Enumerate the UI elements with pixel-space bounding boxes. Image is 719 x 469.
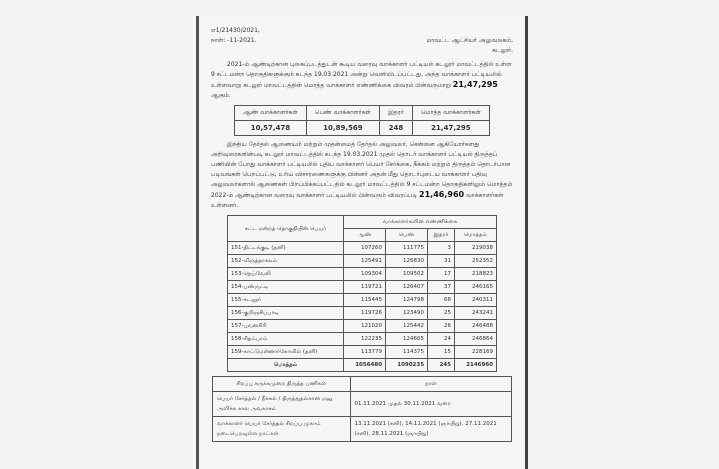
constituency-name: 153-நெய்வேலி xyxy=(228,268,344,281)
total-row xyxy=(228,359,497,372)
document-header xyxy=(211,26,513,56)
cell-value: 246864 xyxy=(454,333,496,346)
constituency-name: 151-திட்டக்குடி (தனி) xyxy=(228,242,344,255)
table-row xyxy=(228,307,497,320)
cell-value: 219038 xyxy=(454,242,496,255)
office-place: கடலூர். xyxy=(492,47,513,54)
cell-value: 246488 xyxy=(454,320,496,333)
cell-value: 245 xyxy=(428,359,455,372)
constituency-name: 158-சிதம்பரம் xyxy=(228,333,344,346)
cell-value: 121020 xyxy=(344,320,386,333)
constituency-name: 156-குறிஞ்சிப்பாடி xyxy=(228,307,344,320)
cell-value: 107260 xyxy=(344,242,386,255)
cell-value: 123490 xyxy=(386,307,428,320)
paragraph-2 xyxy=(211,140,513,211)
column-header: மொத்தம் xyxy=(454,229,496,242)
column-header: ஆண் xyxy=(344,229,386,242)
cell-value: 119721 xyxy=(344,281,386,294)
constituency-name: 154-பண்ருட்டி xyxy=(228,281,344,294)
cell-value: 124798 xyxy=(386,294,428,307)
cell-value: 119726 xyxy=(344,307,386,320)
summary-value: 248 xyxy=(379,121,412,136)
cell-value: 125491 xyxy=(344,255,386,268)
cell-value: 68 xyxy=(428,294,455,307)
total-voters-2021: 21,47,295 xyxy=(452,80,498,89)
schedule-date: 01.11.2021 முதல் 30.11.2021 வரை xyxy=(350,392,512,417)
constituency-name: 152-விருத்தாசலம் xyxy=(228,255,344,268)
reference-number: எ1/21430/2021, xyxy=(211,27,260,34)
table-row xyxy=(228,294,497,307)
constituency-name: மொத்தம் xyxy=(228,359,344,372)
cell-value: 126830 xyxy=(386,255,428,268)
table-row xyxy=(228,242,497,255)
cell-value: 115445 xyxy=(344,294,386,307)
cell-value: 1056480 xyxy=(344,359,386,372)
paragraph-1-end: ஆகும். xyxy=(211,92,231,99)
paragraph-2-end: வாக்காளர்கள் உள்ளனர். xyxy=(211,192,504,209)
schedule-table xyxy=(212,376,512,442)
summary-header: மொத்த வாக்காளர்கள் xyxy=(412,106,489,121)
column-header: சட்ட மன்றத் தொகுதியின் பெயர் xyxy=(228,216,344,242)
cell-value: 15 xyxy=(428,346,455,359)
cell-value: 246165 xyxy=(454,281,496,294)
constituency-name: 155-கடலூர் xyxy=(228,294,344,307)
cell-value: 111775 xyxy=(386,242,428,255)
summary-value: 10,57,478 xyxy=(235,121,307,136)
cell-value: 125442 xyxy=(386,320,428,333)
summary-table xyxy=(234,105,490,136)
cell-value: 126407 xyxy=(386,281,428,294)
constituency-name: 159-காட்டுமன்னார்கோவில் (தனி) xyxy=(228,346,344,359)
cell-value: 26 xyxy=(428,320,455,333)
table-row xyxy=(228,255,497,268)
table-row xyxy=(228,320,497,333)
cell-value: 243241 xyxy=(454,307,496,320)
cell-value: 2146960 xyxy=(454,359,496,372)
constituency-table xyxy=(227,215,497,372)
summary-value: 21,47,295 xyxy=(412,121,489,136)
cell-value: 1090235 xyxy=(386,359,428,372)
column-header: பெண் xyxy=(386,229,428,242)
summary-header: பெண் வாக்காளர்கள் xyxy=(306,106,379,121)
schedule-date: 13.11.2021 (சனி), 14.11.2021 (ஞாயிறு), 27.11.2021 (சனி), 28.11.2021 (ஞாயிறு) xyxy=(350,417,512,442)
paragraph-2-text: இந்திய தேர்தல் ஆணையம் மற்றும் முதன்மைத் தேர்தல் அலுவலர், சென்னை ஆகியோர்களது அறிவுரைகளின்படி கடலூர் மாவட்டத்தில் கடந்த 19.03.2021 முதல் தொடர் வாக்காளர் பட்டியல் திருத்தப் பணியின் போது வாக்காளர் பட்டியலில் புதிய வாக்காளர் பெயர் சேர்க்கை, நீக்கம் மற்றும் திருத்தம் தொடர்பான படிவங்கள் பெறப்பட்டு, உரிய விசாரணைகளுக்கு பின்னர் அதன் மீது தொடர்புடைய வாக்காளர் பதிவு அலுவலர்களால் ஆணைகள் பிறப்பிக்கப்பட்டதில் கடலூர் மாவட்டத்தில் 9 சட்டமன்ற தொகுதிகளிலும் மொத்தம் 2022-ம் ஆண்டிற்கான வரைவு வாக்காளர் பட்டியலில் பின்வரும் விவரப்படி xyxy=(211,141,513,199)
cell-value: 37 xyxy=(428,281,455,294)
column-group-header: வாக்காளர்களின் எண்ணிக்கை xyxy=(344,216,497,229)
table-row xyxy=(228,268,497,281)
cell-value: 122235 xyxy=(344,333,386,346)
schedule-header: சிறப்பு சுருக்கமுறை திருத்த பணிகள் xyxy=(213,377,351,392)
constituency-name: 157-புவனகிரி xyxy=(228,320,344,333)
date: -11-2021. xyxy=(227,37,257,44)
cell-value: 252352 xyxy=(454,255,496,268)
schedule-task: பெயர் சேர்த்தல் / நீக்கல் / திருத்துதல்கான மனு அளிக்க கால அவகாசம் xyxy=(213,392,351,417)
cell-value: 24 xyxy=(428,333,455,346)
schedule-task: வாக்காளர் பெயர் சேர்த்தல் சிறப்பு முகாம் நடைபெறவுள்ள நாட்கள் xyxy=(213,417,351,442)
summary-header: ஆண் வாக்காளர்கள் xyxy=(235,106,307,121)
document-page xyxy=(196,16,528,469)
paragraph-1 xyxy=(211,60,513,101)
cell-value: 113779 xyxy=(344,346,386,359)
column-header: இதரர் xyxy=(428,229,455,242)
cell-value: 124605 xyxy=(386,333,428,346)
paragraph-1-text: 2021-ம் ஆண்டிற்கான புகைப்படத்துடன் கூடிய வரைவு வாக்காளர் பட்டியல் கடலூர் மாவட்டத்தில் உள்ள 9 சட்டமன்ற தொகுதிகளுக்கும் கடந்த 19.03.2021 அன்று வெளியிடப்பட்டது. அந்த வாக்காளர் பட்டியலில் உள்ளவாறு கடலூர் மாவட்டத்தின் மொத்த வாக்காளர் எண்ணிக்கை விவரம் பின்வருமாறு xyxy=(211,61,512,89)
table-row xyxy=(228,346,497,359)
date-label: நாள்: xyxy=(211,37,226,44)
table-row xyxy=(228,333,497,346)
table-row xyxy=(228,281,497,294)
cell-value: 109502 xyxy=(386,268,428,281)
cell-value: 218823 xyxy=(454,268,496,281)
total-voters-2022: 21,46,960 xyxy=(419,190,465,199)
cell-value: 114375 xyxy=(386,346,428,359)
cell-value: 228169 xyxy=(454,346,496,359)
summary-header: இதரர் xyxy=(379,106,412,121)
office-name: மாவட்ட ஆட்சியர் அலுவலகம், xyxy=(426,37,513,44)
schedule-header: நாள் xyxy=(350,377,512,392)
cell-value: 25 xyxy=(428,307,455,320)
cell-value: 240311 xyxy=(454,294,496,307)
cell-value: 109304 xyxy=(344,268,386,281)
cell-value: 31 xyxy=(428,255,455,268)
cell-value: 3 xyxy=(428,242,455,255)
cell-value: 17 xyxy=(428,268,455,281)
summary-value: 10,89,569 xyxy=(306,121,379,136)
